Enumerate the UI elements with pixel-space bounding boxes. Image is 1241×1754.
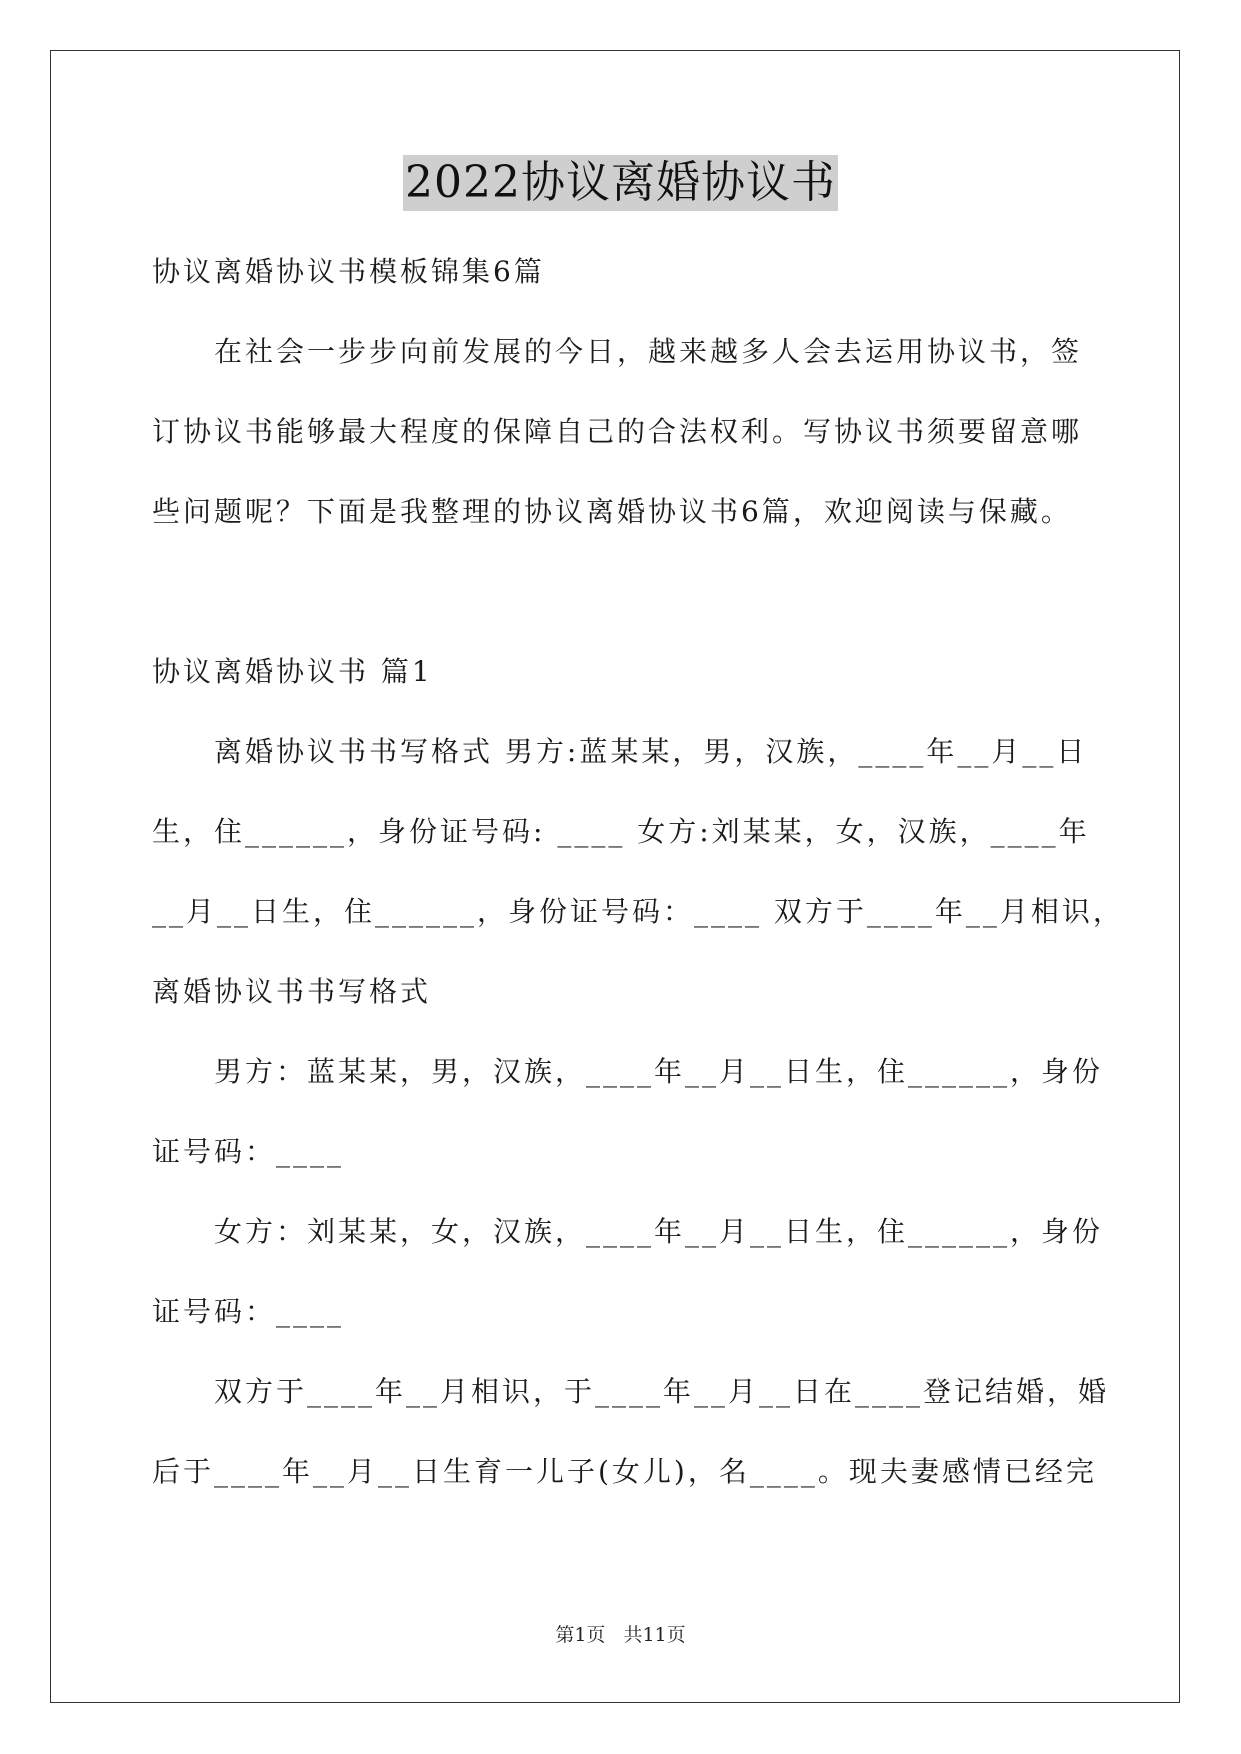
title-container [0,155,1241,211]
body-line: 离婚协议书书写格式 [152,975,432,1008]
page-total: 共11页 [623,1624,686,1646]
body-line: 生，住______，身份证号码: ____ 女方:刘某某，女，汉族，____年 [152,815,1090,848]
body-line: 证号码：____ [152,1295,345,1328]
body-line: 证号码：____ [152,1135,345,1168]
body-line: 后于____年__月__日生育一儿子(女儿)，名____。现夫妻感情已经完 [152,1455,1097,1488]
body-line: 订协议书能够最大程度的保障自己的合法权利。写协议书须要留意哪 [152,415,1083,448]
section-heading: 协议离婚协议书 篇1 [152,655,433,688]
body-line: 女方：刘某某，女，汉族，____年__月__日生，住______，身份 [152,1215,1104,1248]
document-title: 2022协议离婚协议书 [403,155,838,211]
blank-line [152,552,1092,632]
body-line: 离婚协议书书写格式 男方:蓝某某，男，汉族，____年__月__日 [152,735,1088,768]
body-line: 男方：蓝某某，男，汉族，____年__月__日生，住______，身份 [152,1055,1104,1088]
document-body [152,232,1124,1512]
page-footer [0,1620,1241,1647]
body-line: 在社会一步步向前发展的今日，越来越多人会去运用协议书，签 [152,335,1083,368]
body-line: 些问题呢？下面是我整理的协议离婚协议书6篇，欢迎阅读与保藏。 [152,495,1072,528]
body-line: __月__日生，住______，身份证号码：____ 双方于____年__月相识， [152,895,1124,928]
page-number: 第1页 [555,1624,606,1646]
body-line: 双方于____年__月相识，于____年__月__日在____登记结婚，婚 [152,1375,1110,1408]
subtitle-line: 协议离婚协议书模板锦集6篇 [152,255,545,288]
